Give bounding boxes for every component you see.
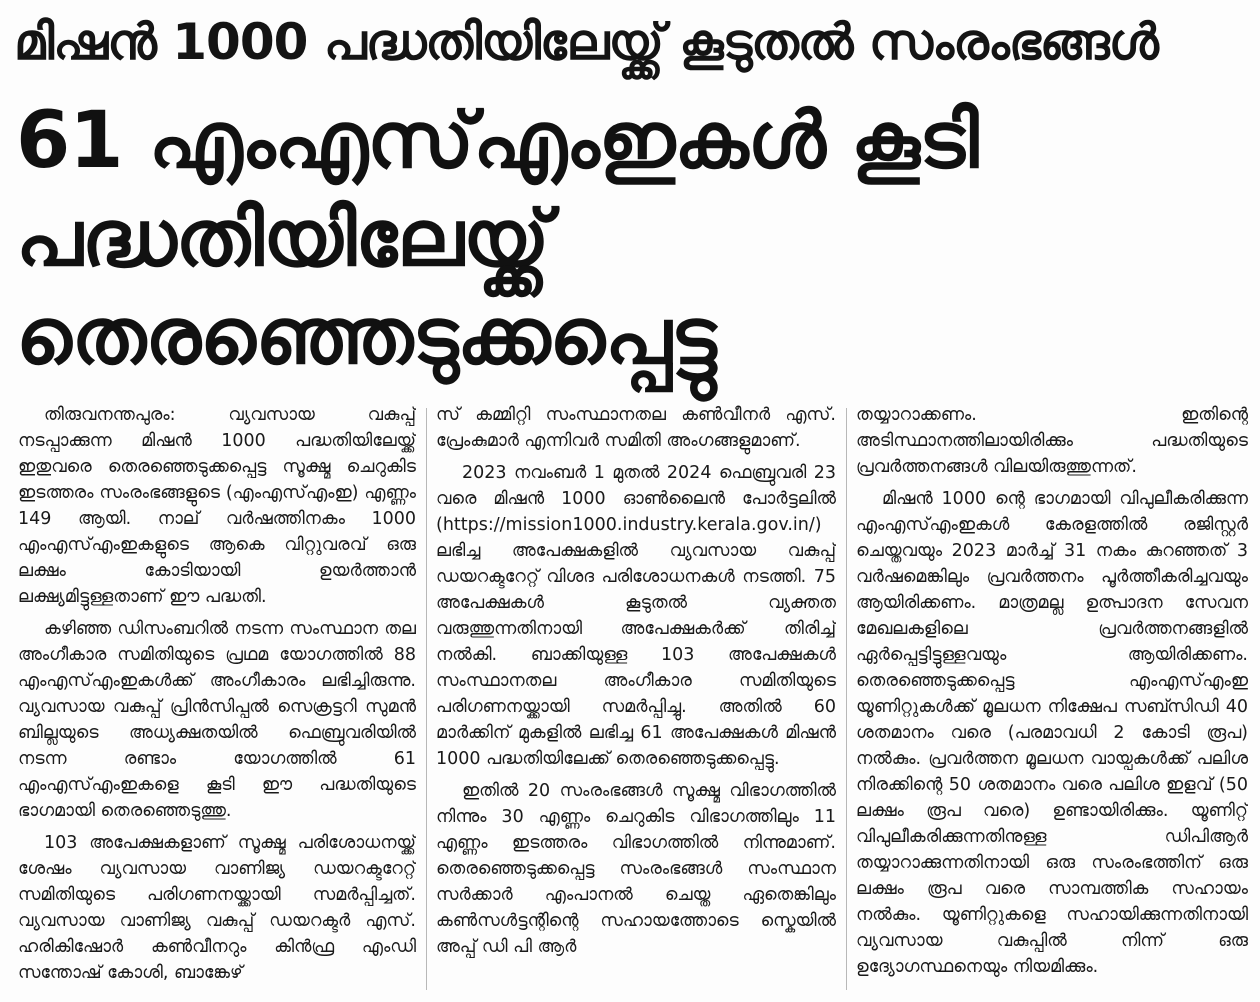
paragraph: തയ്യാറാക്കണം. ഇതിന്റെ അടിസ്ഥാനത്തിലായിരിക്കും പദ്ധതിയുടെ പ്രവർത്തനങ്ങൾ വിലയിരുത്തുന്നത്.: [856, 405, 1248, 477]
paragraph: കഴിഞ്ഞ ഡിസംബറിൽ നടന്ന സംസ്ഥാന തല അംഗീകാര സമിതിയുടെ പ്രഥമ യോഗത്തിൽ 88 എംഎസ്എംഇകൾക്ക് അംഗീകാരം ലഭിച്ചിരുന്നു. വ്യവസായ വകുപ്പ് പ്രിൻസിപ്പൽ സെക്രട്ടറി സുമൻ ബില്ലയുടെ അധ്യക്ഷതയിൽ ഫെബ്രുവരിയിൽ നടന്ന രണ്ടാം യോഗത്തിൽ 61 എംഎസ്എംഇകളെ കൂടി ഈ പദ്ധതിയുടെ ഭാഗമായി തെരഞ്ഞെടുത്തു.: [18, 619, 416, 821]
paragraph: 2023 നവംബർ 1 മുതൽ 2024 ഫെബ്രുവരി 23 വരെ മിഷൻ 1000 ഓൺലൈൻ പോർട്ടലിൽ (https://mission1000.industry.kerala.gov.in/) ലഭിച്ച അപേക്ഷകളിൽ വ്യവസായ വകുപ്പ് ഡയറക്ടറേറ്റ് വിശദ പരിശോധനകൾ നടത്തി. 75 അപേക്ഷകൾ കൂടുതൽ വ്യക്തത വരുത്തുന്നതിനായി അപേക്ഷകർക്ക് തിരിച്ച് നൽകി. ബാക്കിയുള്ള 103 അപേക്ഷകൾ സംസ്ഥാനതല അംഗീകാര സമിതിയുടെ പരിഗണനയ്ക്കായി സമർപ്പിച്ചു. അതിൽ 60 മാർക്കിന് മുകളിൽ ലഭിച്ച 61 അപേക്ഷകൾ മിഷൻ 1000 പദ്ധതിയിലേക്ക് തെരഞ്ഞെടുക്കപ്പെട്ടു.: [436, 463, 836, 769]
main-headline: [16, 92, 1116, 386]
column-divider: [846, 408, 847, 990]
paragraph: ഇതിൽ 20 സംരംഭങ്ങൾ സൂക്ഷ്മ വിഭാഗത്തിൽ നിന്നും 30 എണ്ണം ചെറുകിട വിഭാഗത്തിലും 11 എണ്ണം ഇടത്തരം വിഭാഗത്തിൽ നിന്നുമാണ്. തെരഞ്ഞെടുക്കപ്പെട്ട സംരംഭങ്ങൾ സംസ്ഥാന സർക്കാർ എംപാനൽ ചെയ്ത ഏതെങ്കിലും കൺസൾട്ടന്റിന്റെ സഹായത്തോടെ സ്കെയിൽ അപ്പ് ഡി പി ആർ: [436, 781, 836, 957]
article-column-3: [856, 402, 1248, 998]
article-column-2: [436, 402, 836, 998]
headline-line-3: തെരഞ്ഞെടുക്കപ്പെട്ടു: [16, 292, 716, 382]
paragraph: തിരുവനന്തപുരം: വ്യവസായ വകുപ്പ് നടപ്പാക്കുന്ന മിഷൻ 1000 പദ്ധതിയിലേയ്ക്ക് ഇതുവരെ തെരഞ്ഞെടുക്കപ്പെട്ട സൂക്ഷ്മ ചെറുകിട ഇടത്തരം സംരംഭങ്ങളുടെ (എംഎസ്എംഇ) എണ്ണം 149 ആയി. നാല് വർഷത്തിനകം 1000 എംഎസ്എംഇകളുടെ ആകെ വിറ്റുവരവ് ഒരു ലക്ഷം കോടിയായി ഉയർത്താൻ ലക്ഷ്യമിട്ടുള്ളതാണ് ഈ പദ്ധതി.: [18, 405, 416, 607]
kicker-headline: മിഷൻ 1000 പദ്ധതിയിലേയ്ക്ക് കൂടുതൽ സംരംഭങ്ങൾ: [14, 13, 1158, 71]
headline-line-1: 61 എംഎസ്എംഇകൾ കൂടി: [16, 96, 978, 186]
article-body: [18, 402, 1248, 998]
article-column-1: [18, 402, 416, 998]
column-divider: [426, 408, 427, 990]
paragraph: 103 അപേക്ഷകളാണ് സൂക്ഷ്മ പരിശോധനയ്ക്ക് ശേഷം വ്യവസായ വാണിജ്യ ഡയറക്ടറേറ്റ് സമിതിയുടെ പരിഗണനയ്ക്കായി സമർപ്പിച്ചത്. വ്യവസായ വാണിജ്യ വകുപ്പ് ഡയറക്ടർ എസ്. ഹരികിഷോർ കൺവീനറും കിൻഫ്ര എംഡി സന്തോഷ് കോശി, ബാങ്കേഴ്: [18, 833, 416, 983]
paragraph: മിഷൻ 1000 ന്റെ ഭാഗമായി വിപുലീകരിക്കുന്ന എംഎസ്എംഇകൾ കേരളത്തിൽ രജിസ്റ്റർ ചെയ്തവയും 2023 മാർച്ച് 31 നകം കുറഞ്ഞത് 3 വർഷമെങ്കിലും പ്രവർത്തനം പൂർത്തീകരിച്ചവയും ആയിരിക്കണം. മാത്രമല്ല ഉത്പാദന സേവന മേഖലകളിലെ പ്രവർത്തനങ്ങളിൽ ഏർപ്പെട്ടിട്ടുള്ളവയും ആയിരിക്കണം. തെരഞ്ഞെടുക്കപ്പെട്ട എംഎസ്എംഇ യൂണിറ്റുകൾക്ക് മൂലധന നിക്ഷേപ സബ്സിഡി 40 ശതമാനം വരെ (പരമാവധി 2 കോടി രൂപ) നൽകും. പ്രവർത്തന മൂലധന വായ്പകൾക്ക് പലിശ നിരക്കിന്റെ 50 ശതമാനം വരെ പലിശ ഇളവ് (50 ലക്ഷം രൂപ വരെ) ഉണ്ടായിരിക്കും. യൂണിറ്റ് വിപുലീകരിക്കുന്നതിനുള്ള ഡിപിആർ തയ്യാറാക്കുന്നതിനായി ഒരു സംരംഭത്തിന് ഒരു ലക്ഷം രൂപ വരെ സാമ്പത്തിക സഹായം നൽകും. യൂണിറ്റുകളെ സഹായിക്കുന്നതിനായി വ്യവസായ വകുപ്പിൽ നിന്ന് ഒരു ഉദ്യോഗസ്ഥനെയും നിയമിക്കും.: [856, 489, 1248, 977]
headline-line-2: പദ്ധതിയിലേയ്ക്ക്: [16, 194, 549, 284]
paragraph: സ് കമ്മിറ്റി സംസ്ഥാനതല കൺവീനർ എസ്. പ്രേംകുമാർ എന്നിവർ സമിതി അംഗങ്ങളുമാണ്.: [436, 405, 836, 451]
